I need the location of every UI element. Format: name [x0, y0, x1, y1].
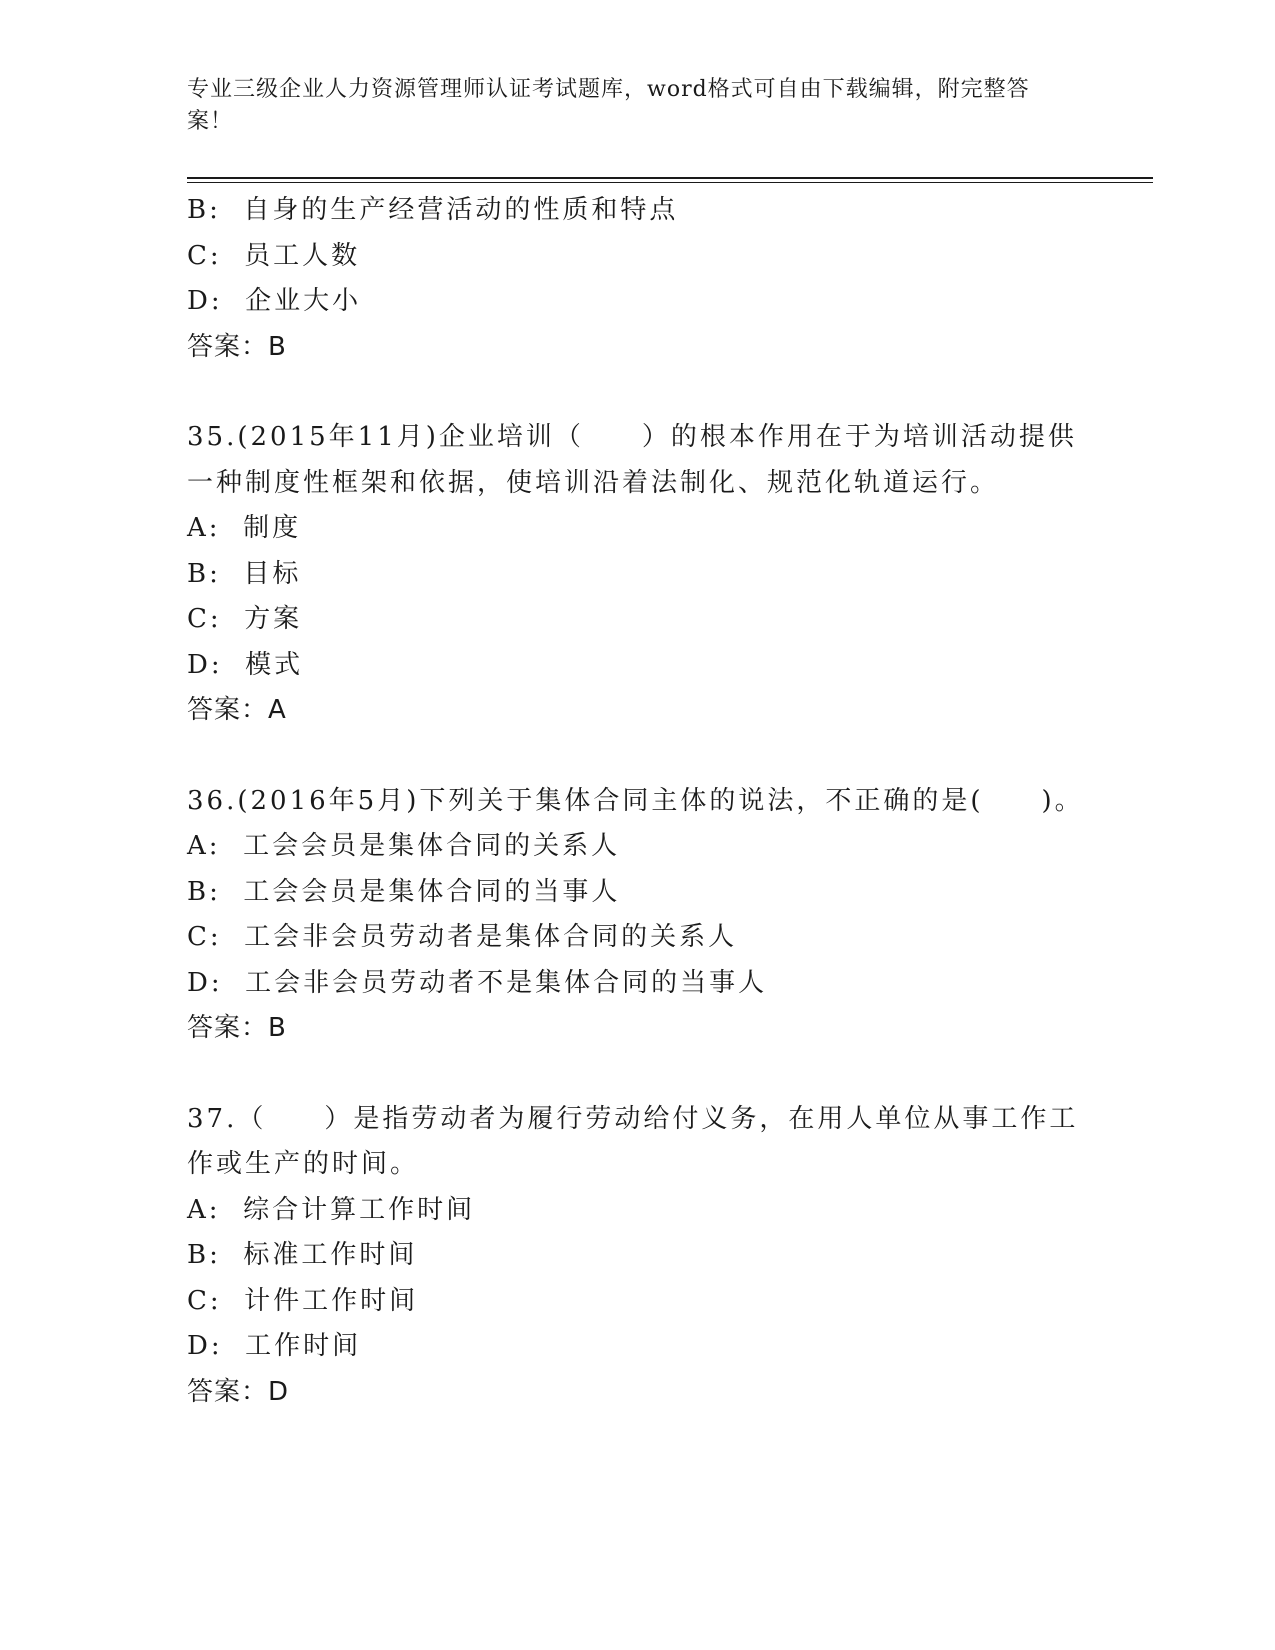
answer-line: 答案：B	[187, 1013, 287, 1043]
option-c: C: 方案	[187, 604, 303, 634]
answer-line: 答案：D	[187, 1376, 290, 1407]
question-stem: 35.(2015年11月)企业培训（ ）的根本作用在于为培训活动提供一种制度性框架和依据，使培训沿着法制化、规范化轨道运行。	[187, 422, 1077, 498]
option-c: C: 计件工作时间	[187, 1285, 419, 1316]
spacer	[187, 734, 1087, 779]
question-stem: 37.（ ）是指劳动者为履行劳动给付义务，在用人单位从事工作工作或生产的时间。	[187, 1103, 1079, 1179]
option-b: B: 工会会员是集体合同的当事人	[187, 876, 621, 907]
spacer	[187, 1052, 1087, 1097]
question-block-previous	[187, 188, 1087, 370]
option-d: D: 工作时间	[187, 1331, 362, 1361]
question-block-35	[187, 415, 1087, 734]
option-c: C: 工会非会员劳动者是集体合同的关系人	[187, 922, 738, 952]
spacer	[187, 370, 1087, 415]
option-b: B: 标准工作时间	[187, 1240, 418, 1270]
question-block-36	[187, 779, 1087, 1052]
question-block-37	[187, 1097, 1087, 1416]
option-d: D: 企业大小	[187, 286, 362, 316]
option-c: C: 员工人数	[187, 240, 361, 271]
question-stem: 36.(2016年5月)下列关于集体合同主体的说法，不正确的是( )。	[187, 785, 1084, 816]
document-header: 专业三级企业人力资源管理师认证考试题库，word格式可自由下载编辑，附完整答案！	[187, 77, 1030, 134]
question-list	[187, 188, 1087, 1415]
option-b: B: 目标	[187, 558, 302, 589]
option-d: D: 模式	[187, 649, 304, 680]
answer-line: 答案：B	[187, 331, 287, 362]
option-b: B: 自身的生产经营活动的性质和特点	[187, 195, 679, 225]
header-divider-thin	[187, 182, 1153, 183]
option-a: A: 工会会员是集体合同的关系人	[187, 831, 621, 861]
option-a: A: 综合计算工作时间	[187, 1194, 476, 1225]
option-d: D: 工会非会员劳动者不是集体合同的当事人	[187, 967, 768, 998]
option-a: A: 制度	[187, 513, 302, 543]
header-divider-thick	[187, 177, 1153, 179]
answer-line: 答案：A	[187, 695, 287, 725]
